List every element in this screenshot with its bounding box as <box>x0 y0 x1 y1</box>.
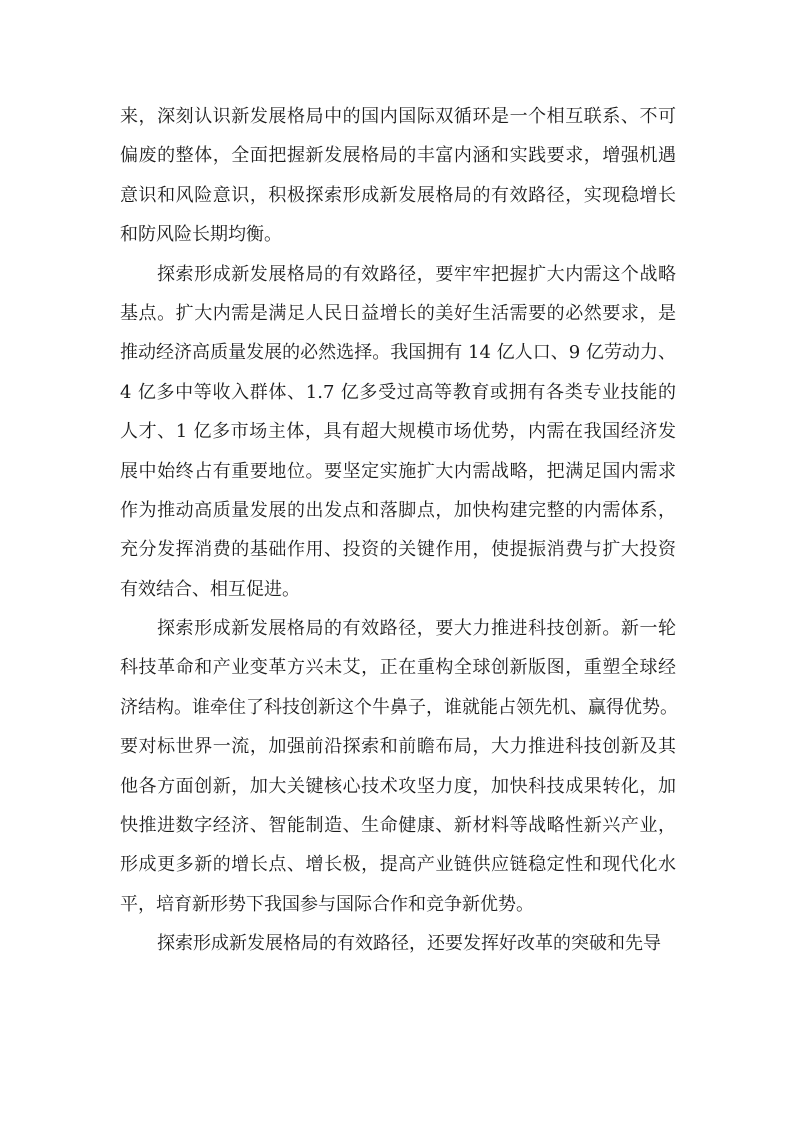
text-line: 他各方面创新，加大关键核心技术攻坚力度，加快科技成果转化，加 <box>120 775 676 797</box>
text-line: 作为推动高质量发展的出发点和落脚点，加快构建完整的内需体系， <box>120 499 676 521</box>
paragraph <box>120 609 676 924</box>
text-line: 人才、1 亿多市场主体，具有超大规模市场优势，内需在我国经济发 <box>120 421 676 443</box>
paragraph <box>120 255 676 610</box>
text-line: 形成更多新的增长点、增长极，提高产业链供应链稳定性和现代化水 <box>120 854 676 876</box>
text-line: 偏废的整体，全面把握新发展格局的丰富内涵和实践要求，增强机遇 <box>120 145 676 167</box>
text-line: 要对标世界一流，加强前沿探索和前瞻布局，大力推进科技创新及其 <box>120 736 676 758</box>
text-line: 4 亿多中等收入群体、1.7 亿多受过高等教育或拥有各类专业技能的 <box>120 381 676 403</box>
paragraph <box>120 924 676 963</box>
body-text <box>120 97 676 964</box>
text-line: 基点。扩大内需是满足人民日益增长的美好生活需要的必然要求，是 <box>120 302 676 324</box>
paragraph <box>120 97 676 255</box>
text-line: 推动经济高质量发展的必然选择。我国拥有 14 亿人口、9 亿劳动力、 <box>120 342 676 364</box>
text-line: 来，深刻认识新发展格局中的国内国际双循环是一个相互联系、不可 <box>120 106 676 127</box>
text-line: 有效结合、相互促进。 <box>120 578 300 600</box>
text-line: 探索形成新发展格局的有效路径，要牢牢把握扩大内需这个战略 <box>157 263 676 285</box>
text-line: 平，培育新形势下我国参与国际合作和竞争新优势。 <box>120 893 534 915</box>
text-line: 充分发挥消费的基础作用、投资的关键作用，使提振消费与扩大投资 <box>120 539 676 561</box>
text-line: 和防风险长期均衡。 <box>120 224 282 246</box>
text-line: 科技革命和产业变革方兴未艾，正在重构全球创新版图，重塑全球经 <box>120 657 676 679</box>
text-line: 济结构。谁牵住了科技创新这个牛鼻子，谁就能占领先机、赢得优势。 <box>120 696 678 718</box>
text-line: 探索形成新发展格局的有效路径，还要发挥好改革的突破和先导 <box>157 933 661 955</box>
text-line: 意识和风险意识，积极探索形成新发展格局的有效路径，实现稳增长 <box>120 184 676 206</box>
text-line: 快推进数字经济、智能制造、生命健康、新材料等战略性新兴产业， <box>120 815 676 837</box>
text-line: 展中始终占有重要地位。要坚定实施扩大内需战略，把满足国内需求 <box>120 460 676 482</box>
text-line: 探索形成新发展格局的有效路径，要大力推进科技创新。新一轮 <box>157 618 676 640</box>
